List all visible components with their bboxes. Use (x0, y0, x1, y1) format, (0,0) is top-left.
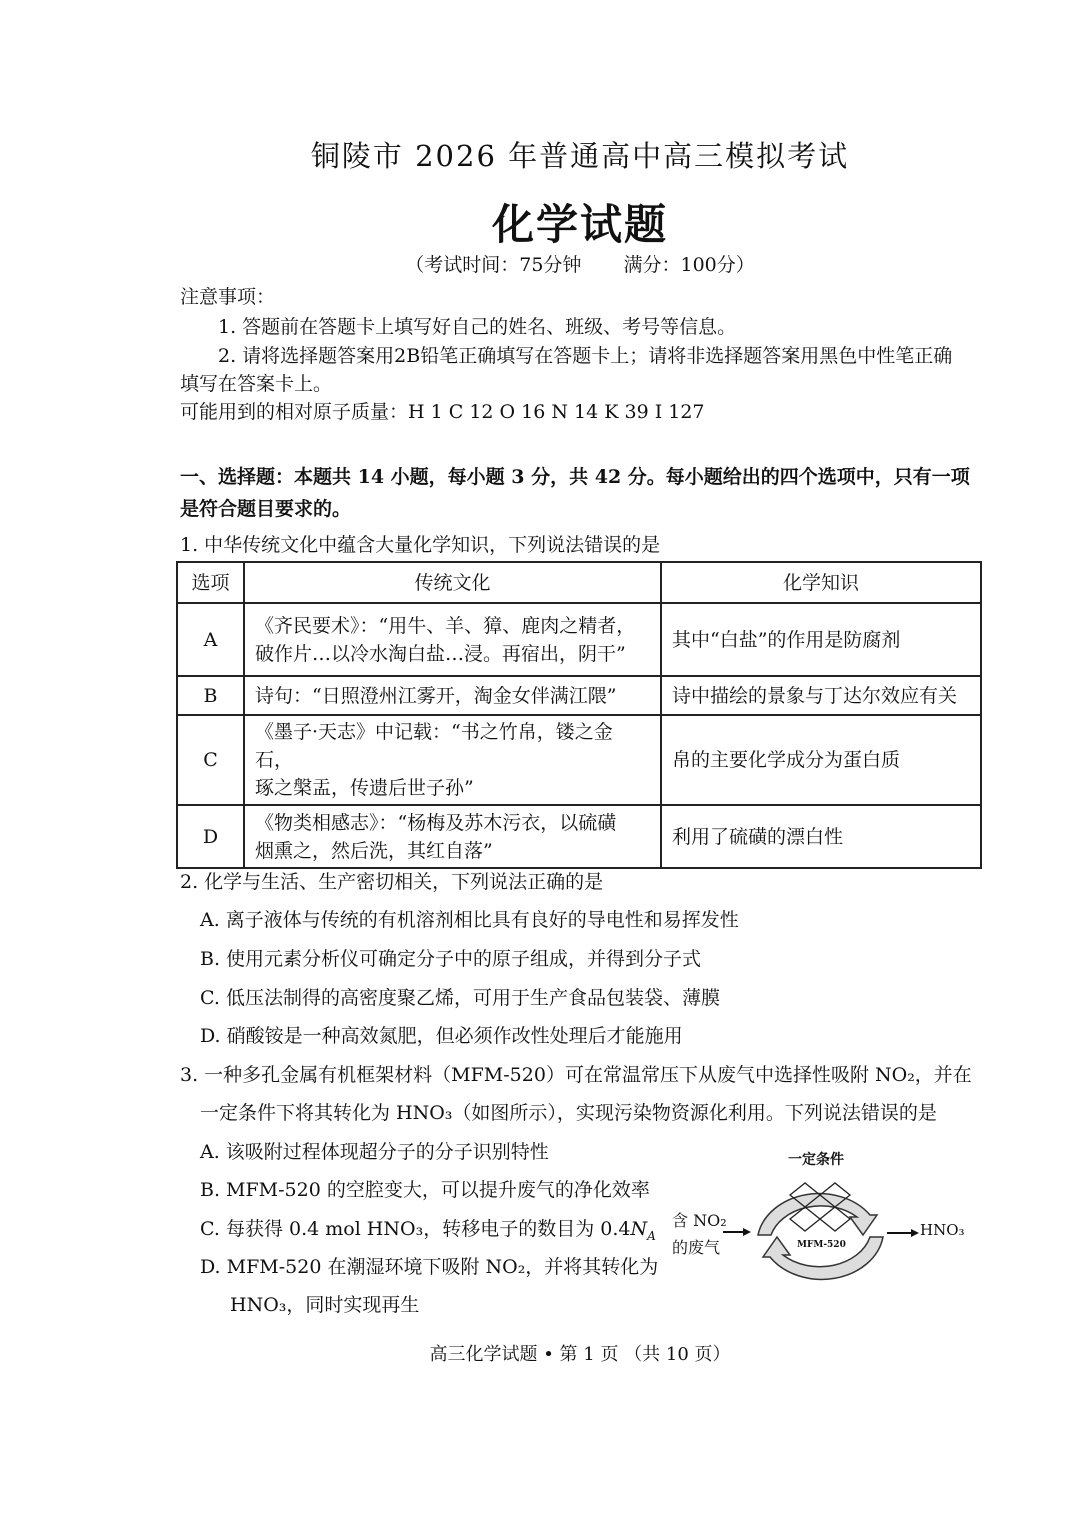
table-row (177, 603, 981, 676)
culture-line: 《物类相感志》：“杨梅及苏木污衣，以硫磺 (255, 811, 617, 834)
row-culture (244, 603, 661, 676)
culture-line: 破作片…以冷水淘白盐…浸。再宿出，阴干” (255, 642, 626, 665)
q2-stem: 2. 化学与生活、生产密切相关，下列说法正确的是 (180, 871, 604, 893)
subject-title: 化学试题 (491, 200, 668, 249)
avogadro-symbol: N (630, 1218, 648, 1240)
note-2-cont: 填写在答案卡上。 (180, 373, 333, 395)
q2-option-b: B. 使用元素分析仪可确定分子中的原子组成，并得到分子式 (200, 948, 702, 970)
exam-title: 铜陵市 2026 年普通高中高三模拟考试 (310, 139, 850, 173)
q1-stem: 1. 中华传统文化中蕴含大量化学知识，下列说法错误的是 (180, 534, 661, 556)
culture-line: 诗句：“日照澄州江雾开，淘金女伴满江隈” (255, 684, 617, 707)
q3-option-a: A. 该吸附过程体现超分子的分子识别特性 (200, 1141, 549, 1163)
q3-option-d-cont: HNO₃，同时实现再生 (230, 1294, 420, 1316)
exam-time: （考试时间：75分钟 (405, 254, 582, 276)
row-option: B (177, 676, 244, 715)
culture-line: 烟熏之，然后洗，其红自落” (255, 839, 493, 862)
row-option: D (177, 805, 244, 868)
diagram-input-2: 的废气 (672, 1238, 721, 1257)
note-2: 2. 请将选择题答案用2B铅笔正确填写在答题卡上；请将非选择题答案用黑色中性笔正确 (218, 345, 953, 367)
section-heading: 一、选择题：本题共 14 小题，每小题 3 分，共 42 分。每小题给出的四个选项中，只有一项 (180, 466, 970, 488)
culture-line: 《墨子·天志》中记载：“书之竹帛，镂之金石， (255, 721, 613, 771)
row-culture (244, 715, 661, 805)
avogadro-subscript: A (647, 1228, 656, 1243)
section-heading-cont: 是符合题目要求的。 (180, 498, 352, 520)
diagram-input-1: 含 NO₂ (672, 1211, 727, 1230)
row-knowledge: 帛的主要化学成分为蛋白质 (661, 715, 981, 805)
row-knowledge: 利用了硫磺的漂白性 (661, 805, 981, 868)
exam-score: 满分：100分） (623, 254, 755, 276)
row-option: C (177, 715, 244, 805)
page-footer: 高三化学试题 • 第 1 页 （共 10 页） (429, 1344, 731, 1365)
row-culture (244, 805, 661, 868)
table-row (177, 715, 981, 805)
diagram-condition: 一定条件 (788, 1152, 844, 1168)
q3-option-c-text: C. 每获得 0.4 mol HNO₃，转移电子的数目为 0.4 (200, 1218, 631, 1240)
row-knowledge: 其中“白盐”的作用是防腐剂 (661, 603, 981, 676)
diagram-center-label: MFM-520 (797, 1240, 846, 1250)
atomic-mass: 可能用到的相对原子质量：H 1 C 12 O 16 N 14 K 39 I 127 (180, 401, 705, 423)
table-row (177, 676, 981, 715)
exam-meta (0, 250, 1080, 277)
table-row (177, 805, 981, 868)
culture-line: 《齐民要术》：“用牛、羊、獐、鹿肉之精者， (255, 614, 636, 637)
q2-option-d: D. 硝酸铵是一种高效氮肥，但必须作改性处理后才能施用 (200, 1025, 683, 1047)
q3-option-b: B. MFM-520 的空腔变大，可以提升废气的净化效率 (200, 1179, 650, 1201)
row-culture (244, 676, 661, 715)
q3-option-c (200, 1214, 656, 1243)
header-knowledge: 化学知识 (661, 562, 981, 603)
row-knowledge: 诗中描绘的景象与丁达尔效应有关 (661, 676, 981, 715)
header-option: 选项 (177, 562, 244, 603)
notes-heading: 注意事项： (180, 286, 276, 308)
diagram-output: HNO₃ (920, 1221, 965, 1239)
q3-option-d: D. MFM-520 在潮湿环境下吸附 NO₂，并将其转化为 (200, 1256, 659, 1278)
culture-line: 琢之槃盂，传遗后世子孙” (255, 777, 474, 799)
row-option: A (177, 603, 244, 676)
q3-stem-cont: 一定条件下将其转化为 HNO₃（如图所示），实现污染物资源化利用。下列说法错误的是 (200, 1102, 937, 1124)
q2-option-a: A. 离子液体与传统的有机溶剂相比具有良好的导电性和易挥发性 (200, 909, 739, 931)
q2-option-c: C. 低压法制得的高密度聚乙烯，可用于生产食品包装袋、薄膜 (200, 987, 720, 1009)
note-1: 1. 答题前在答题卡上填写好自己的姓名、班级、考号等信息。 (218, 316, 737, 338)
cycle-arrows-icon (665, 1145, 985, 1295)
header-culture: 传统文化 (244, 562, 661, 603)
q3-stem: 3. 一种多孔金属有机框架材料（MFM-520）可在常温常压下从废气中选择性吸附 NO₂，并在 (180, 1064, 972, 1086)
mfm520-cycle-diagram (665, 1145, 985, 1295)
q1-table (176, 561, 982, 869)
